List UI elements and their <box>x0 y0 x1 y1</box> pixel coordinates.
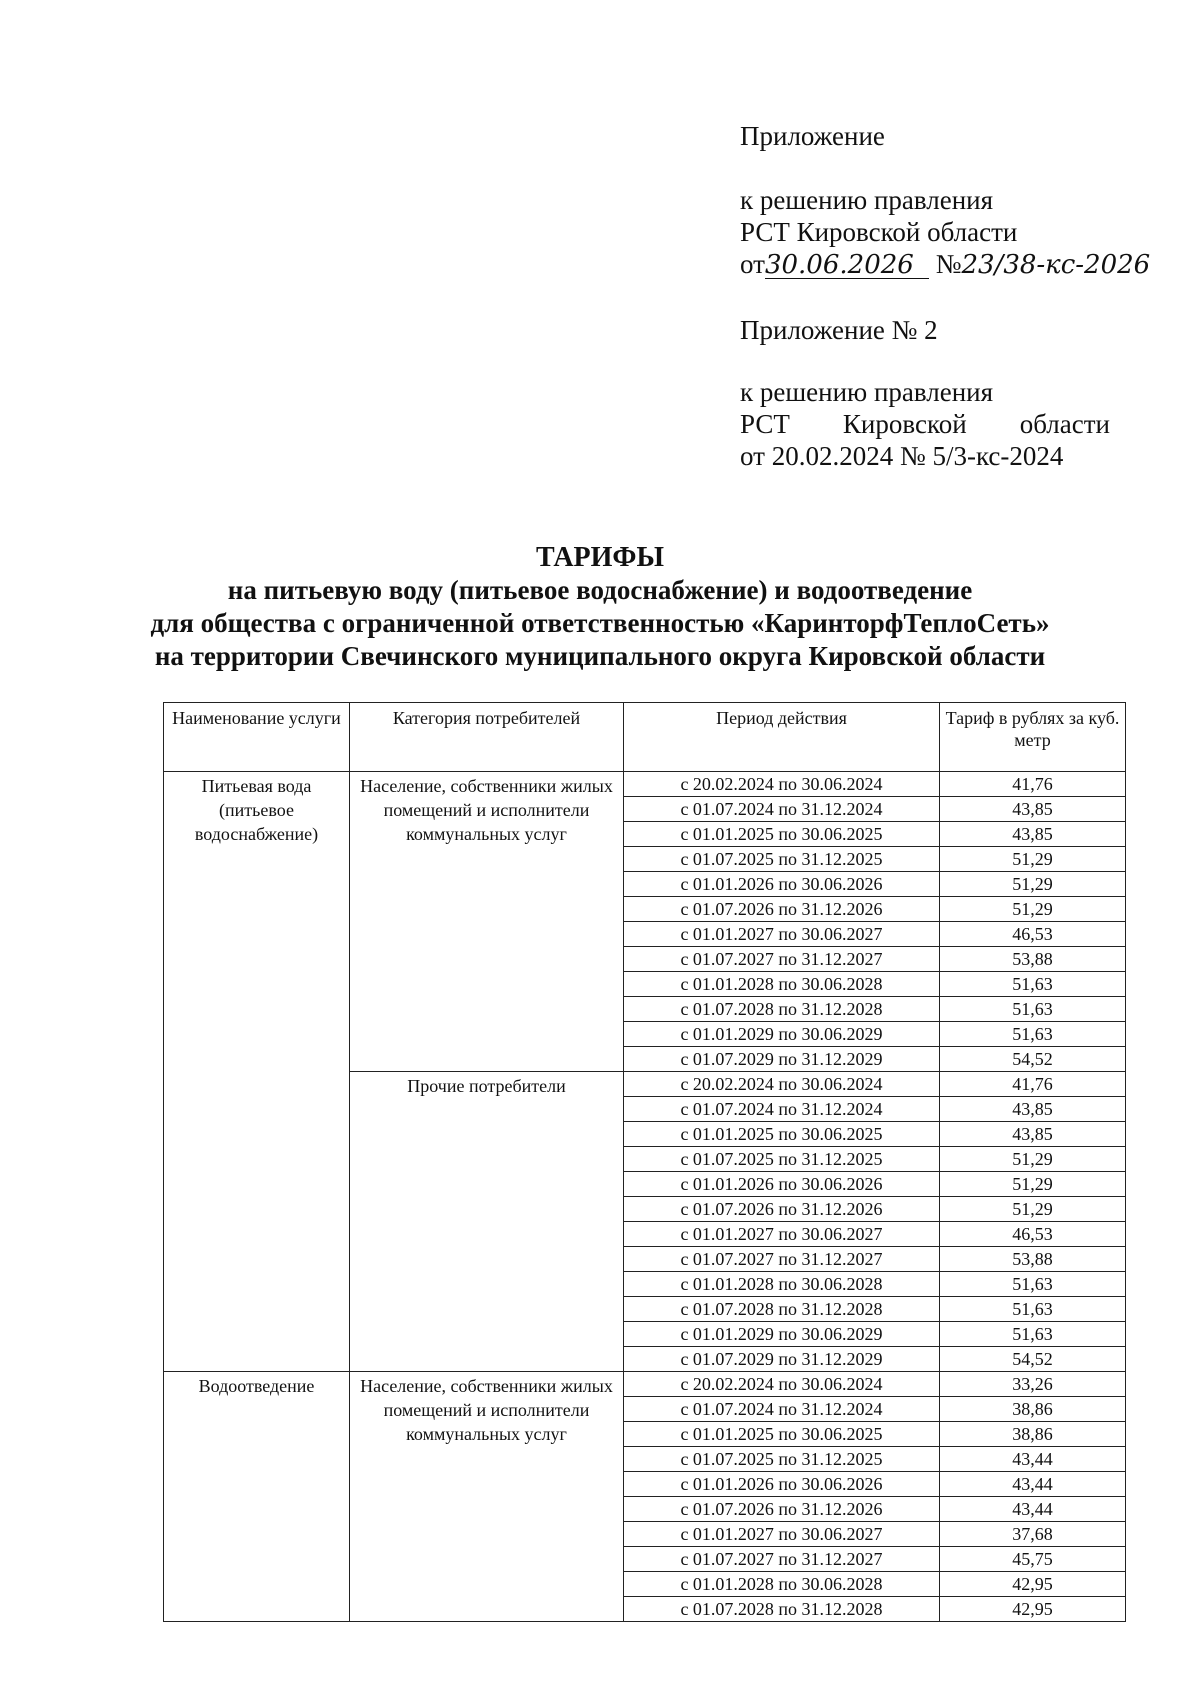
column-header: Категория потребителей <box>350 703 624 772</box>
tariff-cell: 54,52 <box>940 1347 1126 1372</box>
period-cell: с 01.07.2025 по 31.12.2025 <box>624 847 940 872</box>
period-cell: с 01.01.2025 по 30.06.2025 <box>624 1422 940 1447</box>
period-cell: с 01.01.2027 по 30.06.2027 <box>624 922 940 947</box>
period-cell: с 01.07.2026 по 31.12.2026 <box>624 1197 940 1222</box>
appendix-2-label <box>740 314 938 346</box>
period-cell: с 01.01.2029 по 30.06.2029 <box>624 1322 940 1347</box>
tariff-cell: 51,63 <box>940 1272 1126 1297</box>
decision2-line-3: от 20.02.2024 № 5/3-кс-2024 <box>740 441 1064 471</box>
appendix-label <box>740 120 885 152</box>
tariff-cell: 38,86 <box>940 1422 1126 1447</box>
period-cell: с 20.02.2024 по 30.06.2024 <box>624 1072 940 1097</box>
consumer-category-cell: Население, собственники жилых помещений и исполнители коммунальных услуг <box>350 1372 624 1622</box>
decision2-word: области <box>1019 409 1110 439</box>
tariff-cell: 51,29 <box>940 847 1126 872</box>
period-cell: с 01.07.2028 по 31.12.2028 <box>624 1597 940 1622</box>
tariff-cell: 51,63 <box>940 1022 1126 1047</box>
period-cell: с 01.07.2026 по 31.12.2026 <box>624 1497 940 1522</box>
tariff-cell: 51,29 <box>940 1197 1126 1222</box>
title-line-3: на территории Свечинского муниципального округа Кировской области <box>154 641 1046 671</box>
table-row <box>164 772 1126 797</box>
tariff-cell: 43,85 <box>940 1097 1126 1122</box>
tariff-cell: 51,29 <box>940 1172 1126 1197</box>
title-line-2: для общества с ограниченной ответственностью «КаринторфТеплоСеть» <box>150 608 1050 638</box>
service-name-cell: Водоотведение <box>164 1372 350 1622</box>
table-row <box>164 1372 1126 1397</box>
tariff-cell: 38,86 <box>940 1397 1126 1422</box>
tariff-cell: 53,88 <box>940 1247 1126 1272</box>
table-body <box>164 772 1126 1622</box>
period-cell: с 01.01.2026 по 30.06.2026 <box>624 872 940 897</box>
period-cell: с 01.07.2026 по 31.12.2026 <box>624 897 940 922</box>
table-header-row <box>164 703 1126 772</box>
tariff-cell: 51,29 <box>940 1147 1126 1172</box>
period-cell: с 01.01.2028 по 30.06.2028 <box>624 1572 940 1597</box>
period-cell: с 01.01.2025 по 30.06.2025 <box>624 822 940 847</box>
tariff-cell: 45,75 <box>940 1547 1126 1572</box>
tariff-cell: 43,44 <box>940 1472 1126 1497</box>
tariff-cell: 37,68 <box>940 1522 1126 1547</box>
period-cell: с 01.07.2025 по 31.12.2025 <box>624 1447 940 1472</box>
decision2-word: Кировской <box>842 409 967 439</box>
tariff-cell: 42,95 <box>940 1597 1126 1622</box>
period-cell: с 01.07.2029 по 31.12.2029 <box>624 1347 940 1372</box>
original-decision-reference <box>740 376 1110 472</box>
tariff-cell: 43,85 <box>940 1122 1126 1147</box>
amending-decision-reference <box>740 184 1150 281</box>
tariff-cell: 51,63 <box>940 1322 1126 1347</box>
appendix-2-label-text: Приложение № 2 <box>740 315 938 345</box>
period-cell: с 01.01.2026 по 30.06.2026 <box>624 1472 940 1497</box>
tariff-cell: 51,29 <box>940 872 1126 897</box>
column-header: Наименование услуги <box>164 703 350 772</box>
column-header: Тариф в рублях за куб. метр <box>940 703 1126 772</box>
period-cell: с 01.01.2025 по 30.06.2025 <box>624 1122 940 1147</box>
period-cell: с 01.01.2026 по 30.06.2026 <box>624 1172 940 1197</box>
period-cell: с 01.07.2028 по 31.12.2028 <box>624 997 940 1022</box>
period-cell: с 01.01.2029 по 30.06.2029 <box>624 1022 940 1047</box>
tariff-cell: 46,53 <box>940 922 1126 947</box>
tariff-cell: 33,26 <box>940 1372 1126 1397</box>
service-name-cell: Питьевая вода (питьевое водоснабжение) <box>164 772 350 1372</box>
decision-line-1: к решению правления <box>740 185 994 215</box>
period-cell: с 01.07.2029 по 31.12.2029 <box>624 1047 940 1072</box>
tariff-cell: 43,85 <box>940 822 1126 847</box>
tariff-cell: 51,29 <box>940 897 1126 922</box>
appendix-label-text: Приложение <box>740 121 885 151</box>
tariff-cell: 51,63 <box>940 972 1126 997</box>
consumer-category-cell: Прочие потребители <box>350 1072 624 1372</box>
period-cell: с 01.07.2024 по 31.12.2024 <box>624 797 940 822</box>
from-prefix: от <box>740 249 765 279</box>
consumer-category-cell: Население, собственники жилых помещений и исполнители коммунальных услуг <box>350 772 624 1072</box>
tariff-cell: 54,52 <box>940 1047 1126 1072</box>
period-cell: с 01.07.2024 по 31.12.2024 <box>624 1097 940 1122</box>
period-cell: с 01.07.2024 по 31.12.2024 <box>624 1397 940 1422</box>
period-cell: с 01.07.2025 по 31.12.2025 <box>624 1147 940 1172</box>
tariff-cell: 41,76 <box>940 1072 1126 1097</box>
period-cell: с 01.01.2027 по 30.06.2027 <box>624 1522 940 1547</box>
tariff-cell: 43,85 <box>940 797 1126 822</box>
period-cell: с 20.02.2024 по 30.06.2024 <box>624 1372 940 1397</box>
decision2-word: РСТ <box>740 409 790 439</box>
tariff-cell: 51,63 <box>940 997 1126 1022</box>
period-cell: с 01.01.2028 по 30.06.2028 <box>624 1272 940 1297</box>
period-cell: с 20.02.2024 по 30.06.2024 <box>624 772 940 797</box>
period-cell: с 01.07.2027 по 31.12.2027 <box>624 1547 940 1572</box>
handwritten-date: 30.06.2026 <box>765 252 929 279</box>
period-cell: с 01.07.2027 по 31.12.2027 <box>624 1247 940 1272</box>
tariff-cell: 41,76 <box>940 772 1126 797</box>
period-cell: с 01.07.2027 по 31.12.2027 <box>624 947 940 972</box>
tariff-cell: 43,44 <box>940 1447 1126 1472</box>
period-cell: с 01.01.2028 по 30.06.2028 <box>624 972 940 997</box>
tariff-table <box>163 702 1126 1622</box>
decision2-line-1: к решению правления <box>740 377 994 407</box>
tariff-cell: 46,53 <box>940 1222 1126 1247</box>
period-cell: с 01.01.2027 по 30.06.2027 <box>624 1222 940 1247</box>
column-header: Период действия <box>624 703 940 772</box>
decision-line-2: РСТ Кировской области <box>740 217 1018 247</box>
decision-date-number-line <box>740 248 1150 281</box>
tariff-cell: 51,63 <box>940 1297 1126 1322</box>
decision2-line-2 <box>740 408 1110 440</box>
tariff-cell: 53,88 <box>940 947 1126 972</box>
tariff-cell: 42,95 <box>940 1572 1126 1597</box>
handwritten-number: 23/38-кс-2026 <box>961 250 1151 280</box>
document-title <box>0 542 1200 673</box>
tariff-cell: 43,44 <box>940 1497 1126 1522</box>
number-prefix: № <box>935 249 962 279</box>
title-heading: ТАРИФЫ <box>536 542 664 573</box>
title-line-1: на питьевую воду (питьевое водоснабжение) и водоотведение <box>227 575 973 605</box>
period-cell: с 01.07.2028 по 31.12.2028 <box>624 1297 940 1322</box>
